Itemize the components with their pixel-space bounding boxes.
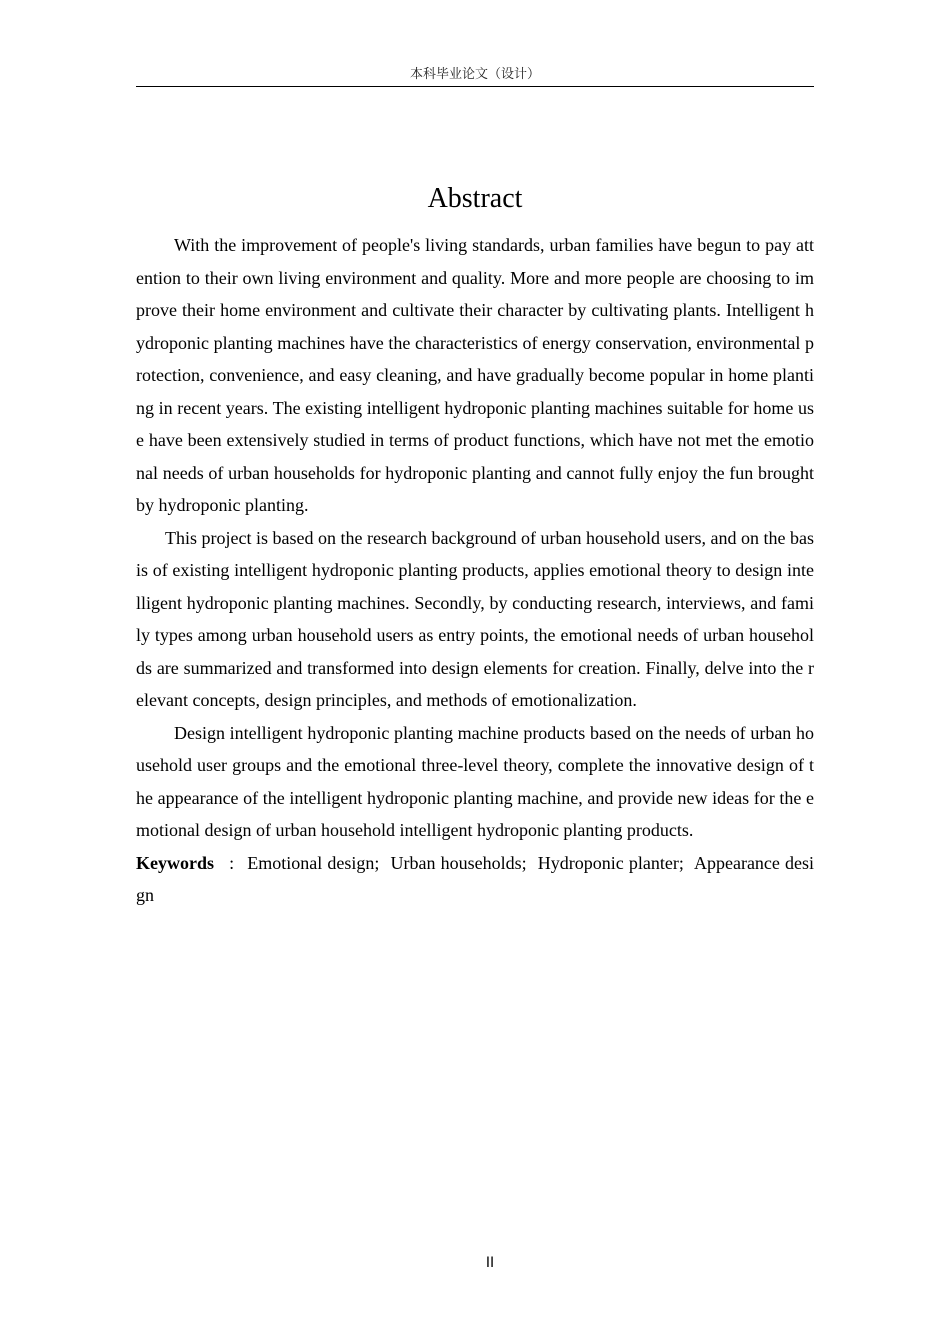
abstract-title: Abstract (427, 183, 523, 214)
keywords-separator: : (229, 852, 235, 873)
page-number: II (485, 1255, 495, 1271)
keyword-item: Appearance design (136, 852, 815, 905)
keywords-line (136, 847, 814, 912)
abstract-paragraph-1: With the improvement of people's living standards, urban families have begun to pay attention to their own living environment and quality. More and more people are choosing to improve their home environment and cultivate their character by cultivating plants. Intelligent hydroponic planting machines have the characteristics of energy conservation, environmental protection, convenience, and easy cleaning, and have gradually become popular in home planting in recent years. The existing intelligent hydroponic planting machines suitable for home use have been extensively studied in terms of product functions, which have not met the emotional needs of urban households for hydroponic planting and cannot fully enjoy the fun brought by hydroponic planting. (136, 235, 814, 515)
header-divider (136, 86, 814, 87)
running-header-title: 本科毕业论文（设计） (409, 67, 540, 82)
keyword-item: Emotional design; (247, 852, 380, 873)
keyword-item: Hydroponic planter; (537, 852, 684, 873)
abstract-paragraph-2: This project is based on the research background of urban household users, and on the basis of existing intelligent hydroponic planting products, applies emotional theory to design intelligent hydroponic planting machines. Secondly, by conducting research, interviews, and family types among urban household users as entry points, the emotional needs of urban households are summarized and transformed into design elements for creation. Finally, delve into the relevant concepts, design principles, and methods of emotionalization. (136, 527, 814, 710)
abstract-body (136, 229, 814, 912)
keyword-item: Urban households; (390, 852, 527, 873)
keywords-label: Keywords (136, 852, 214, 873)
abstract-paragraph-3: Design intelligent hydroponic planting machine products based on the needs of urban household user groups and the emotional three-level theory, complete the innovative design of the appearance of the intelligent hydroponic planting machine, and provide new ideas for the emotional design of urban household intelligent hydroponic planting products. (136, 722, 814, 840)
